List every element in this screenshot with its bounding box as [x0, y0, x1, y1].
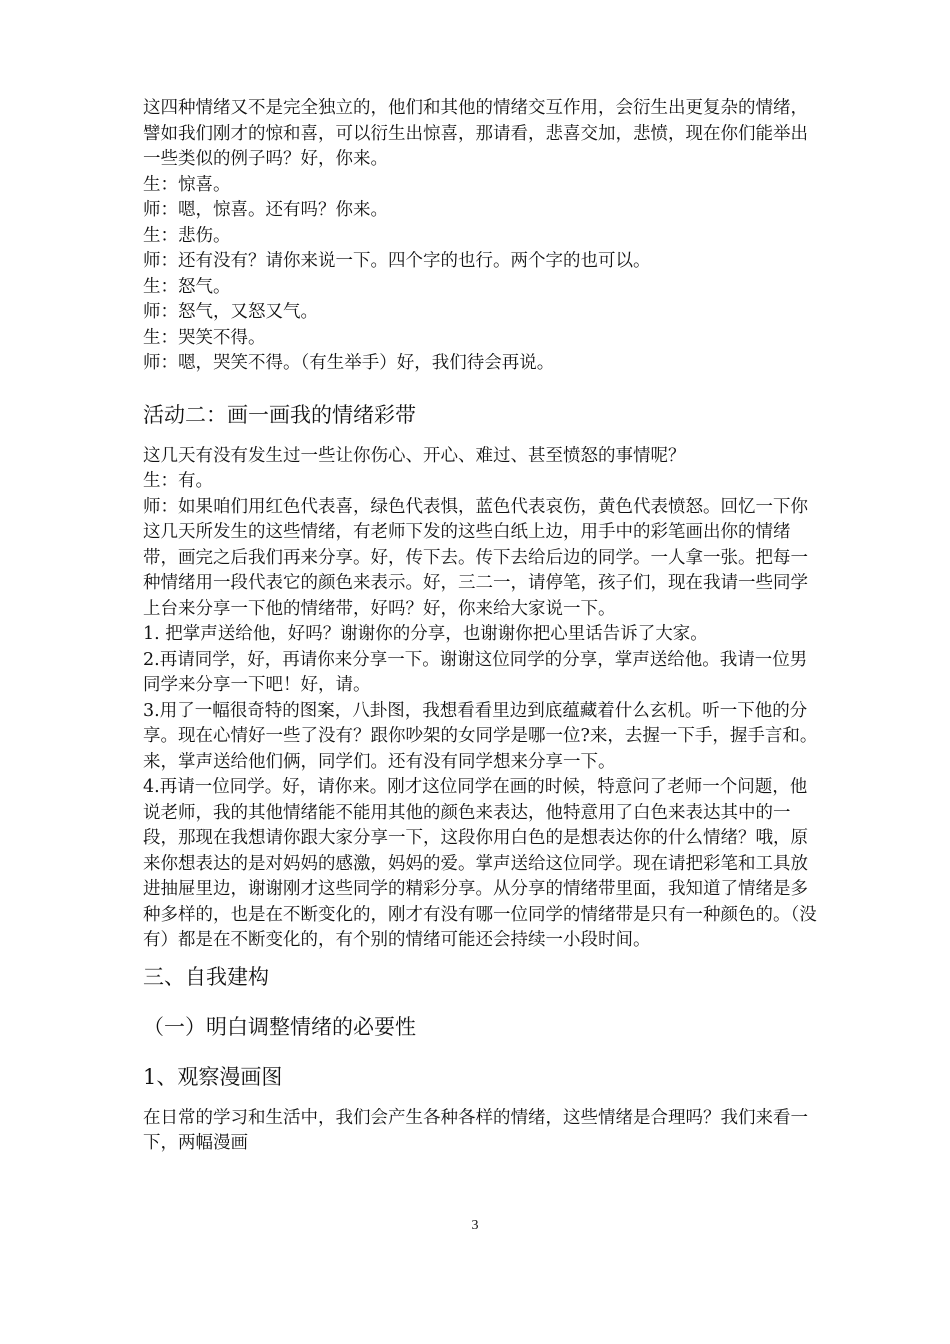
share-item-4: 4.再请一位同学。好，请你来。刚才这位同学在画的时候，特意问了老师一个问题，他说老师，我的其他情绪能不能用其他的颜色来表达，他特意用了白色来表达其中的一段，那现在我想请你跟大家分享一下，这段你用白色的是想表达你的什么情绪？哦，原来你想表达的是对妈妈的感激，妈妈的爱。掌声送给这位同学。现在请把彩笔和工具放进抽屉里边，谢谢刚才这些同学的精彩分享。从分享的情绪带里面，我知道了情绪是多种多样的，也是在不断变化的，刚才有没有哪一位同学的情绪带是只有一种颜色的。（没有）都是在不断变化的，有个别的情绪可能还会持续一小段时间。: [143, 777, 817, 950]
dialogue-line: 生：有。: [143, 471, 213, 491]
dialogue-line: 生：怒气。: [143, 276, 231, 297]
document-page: [143, 96, 823, 1157]
dialogue-block-1: [143, 173, 823, 377]
share-item-3: 3.用了一幅很奇特的图案，八卦图，我想看看里边到底蕴藏着什么玄机。听一下他的分享。现在心情好一些了没有？跟你吵架的女同学是哪一位?来，去握一下手，握手言和。来，掌声送给他们俩，同学们。还有没有同学想来分享一下。: [143, 700, 818, 772]
dialogue-line: 生：惊喜。: [143, 174, 231, 195]
intro-paragraph: 这四种情绪又不是完全独立的，他们和其他的情绪交互作用，会衍生出更复杂的情绪，譬如我们刚才的惊和喜，可以衍生出惊喜，那请看，悲喜交加，悲愤，现在你们能举出一些类似的例子吗？好，你来。: [143, 98, 808, 169]
activity-two-body: [143, 444, 823, 954]
dialogue-line: 师：嗯，惊喜。还有吗？你来。: [143, 200, 388, 220]
dialogue-line: 生：悲伤。: [143, 225, 231, 246]
subsection-heading: （一）明白调整情绪的必要性: [143, 1014, 416, 1039]
item-heading: 1、观察漫画图: [143, 1064, 283, 1089]
dialogue-line: 师：怒气，又怒又气。: [143, 302, 318, 322]
dialogue-line: 生：哭笑不得。: [143, 327, 266, 348]
activity-two-heading: 活动二：画一画我的情绪彩带: [143, 402, 416, 427]
section-three-paragraph: 在日常的学习和生活中，我们会产生各种各样的情绪，这些情绪是合理吗？我们来看一下，两幅漫画: [143, 1107, 808, 1153]
share-item-2: 2.再请同学，好，再请你来分享一下。谢谢这位同学的分享，掌声送给他。我请一位男同学来分享一下吧！好，请。: [143, 649, 808, 695]
teacher-instruction: 师：如果咱们用红色代表喜，绿色代表惧，蓝色代表哀伤，黄色代表愤怒。回忆一下你这几天所发生的这些情绪，有老师下发的这些白纸上边，用手中的彩笔画出你的情绪带，画完之后我们再来分享。好，传下去。传下去给后边的同学。一人拿一张。把每一种情绪用一段代表它的颜色来表示。好，三二一，请停笔，孩子们，现在我请一些同学上台来分享一下他的情绪带，好吗？好，你来给大家说一下。: [143, 496, 808, 619]
share-item-1: 1. 把掌声送给他，好吗？谢谢你的分享，也谢谢你把心里话告诉了大家。: [143, 624, 708, 644]
dialogue-line: 师：嗯，哭笑不得。（有生举手）好，我们待会再说。: [143, 353, 555, 373]
section-three-heading: 三、自我建构: [143, 964, 269, 989]
page-number: 3: [471, 1218, 479, 1233]
dialogue-line: 师：还有没有？请你来说一下。四个字的也行。两个字的也可以。: [143, 251, 651, 271]
activity-question: 这几天有没有发生过一些让你伤心、开心、难过、甚至愤怒的事情呢？: [143, 445, 686, 466]
